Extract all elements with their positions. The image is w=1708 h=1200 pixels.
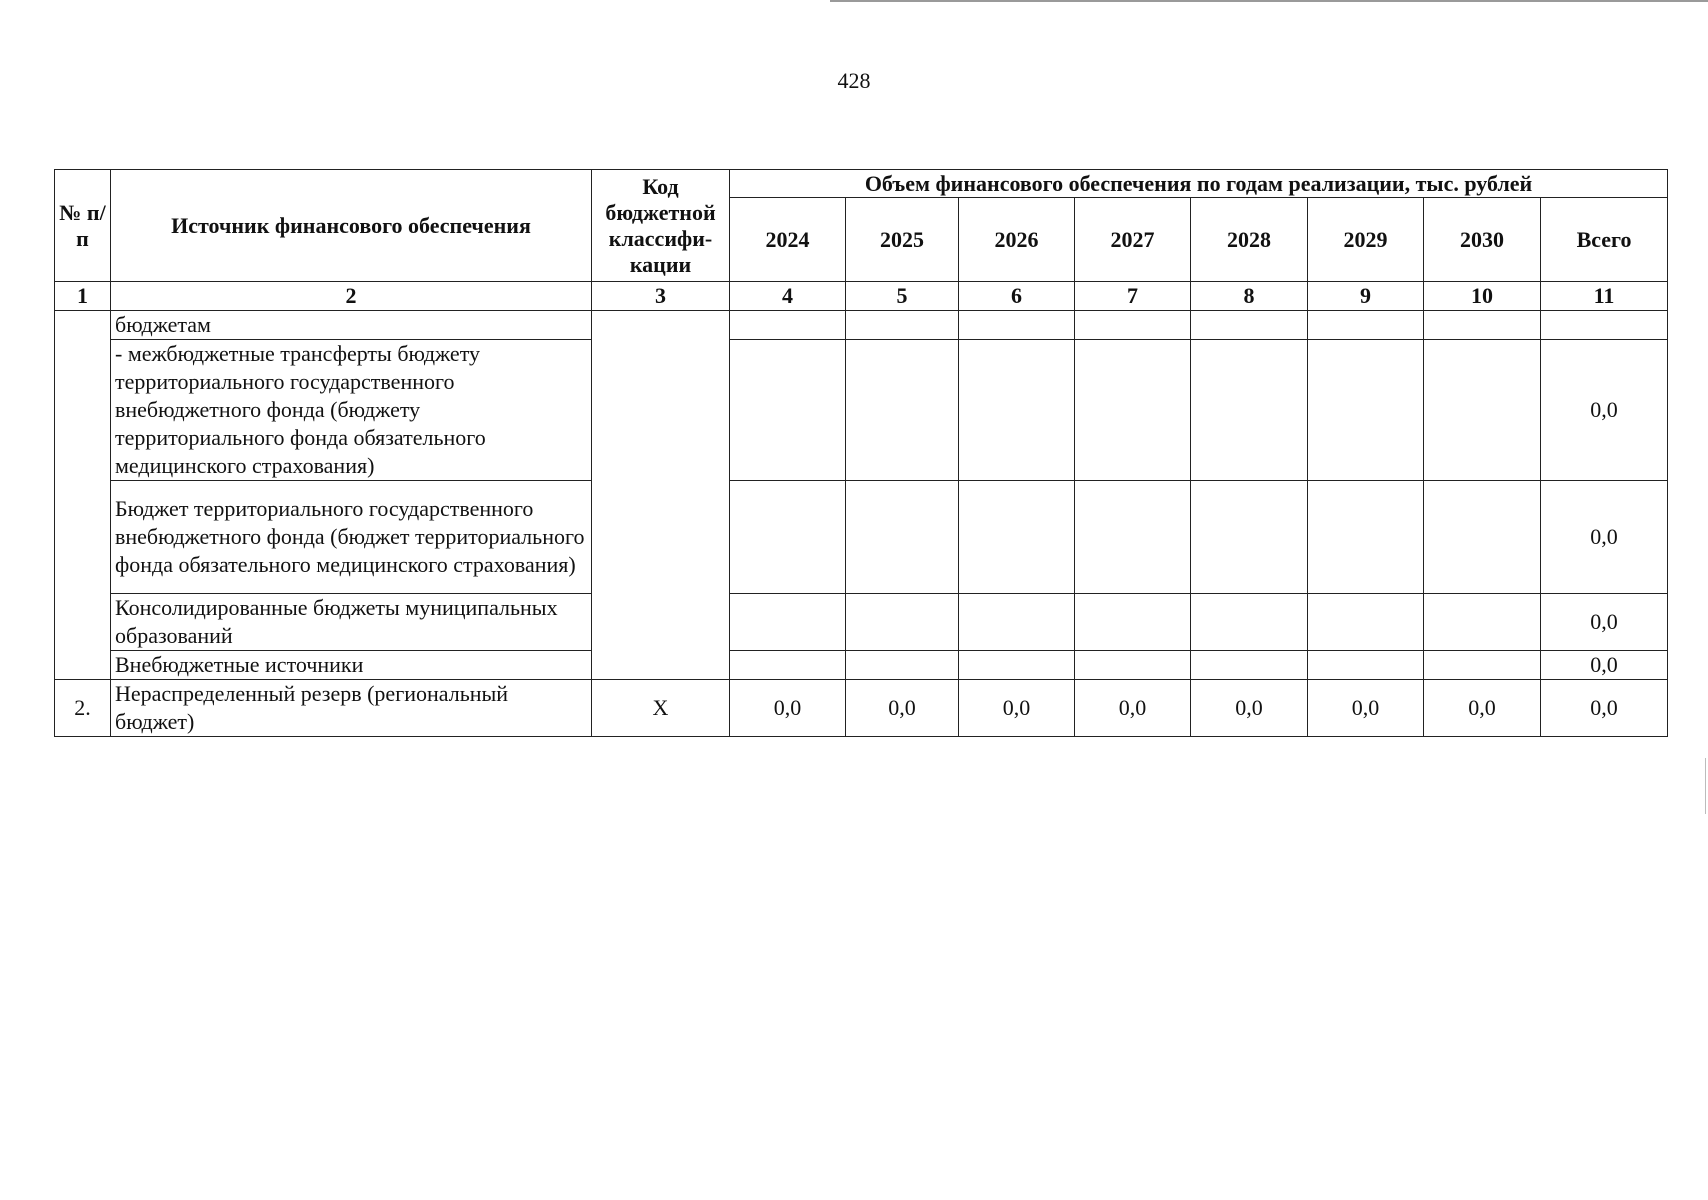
table-row — [55, 311, 1668, 340]
column-number: 8 — [1191, 282, 1308, 311]
row-value: 0,0 — [846, 680, 959, 737]
header-year: 2028 — [1191, 198, 1308, 282]
row-value: 0,0 — [1075, 680, 1191, 737]
column-number: 6 — [959, 282, 1075, 311]
row-value — [959, 481, 1075, 594]
header-num: № п/п — [55, 170, 111, 282]
header-total: Всего — [1541, 198, 1668, 282]
top-rule — [830, 0, 1708, 2]
row-value — [959, 340, 1075, 481]
row-value — [1308, 311, 1424, 340]
row-source: Консолидированные бюджеты муниципальных образований — [111, 594, 592, 651]
header-year: 2027 — [1075, 198, 1191, 282]
row-value — [1308, 481, 1424, 594]
row-value: 0,0 — [959, 680, 1075, 737]
row-total — [1541, 311, 1668, 340]
table-row — [55, 680, 1668, 737]
row-value — [1308, 594, 1424, 651]
table-row — [55, 594, 1668, 651]
header-code: Код бюджетной классифи-кации — [592, 170, 730, 282]
column-number: 2 — [111, 282, 592, 311]
table-row — [55, 481, 1668, 594]
row-value — [730, 594, 846, 651]
row-value — [846, 481, 959, 594]
column-number: 11 — [1541, 282, 1668, 311]
row-code: X — [592, 680, 730, 737]
row-value — [1424, 594, 1541, 651]
row-value: 0,0 — [1191, 680, 1308, 737]
row-value — [959, 311, 1075, 340]
column-number: 5 — [846, 282, 959, 311]
row-value — [846, 594, 959, 651]
header-year: 2025 — [846, 198, 959, 282]
row-value — [1191, 651, 1308, 680]
row-value — [846, 651, 959, 680]
row-value — [1075, 594, 1191, 651]
row-source: Внебюджетные источники — [111, 651, 592, 680]
row-value — [1191, 481, 1308, 594]
row-value — [1191, 311, 1308, 340]
column-number: 4 — [730, 282, 846, 311]
row-value: 0,0 — [730, 680, 846, 737]
row-num: 2. — [55, 680, 111, 737]
financing-table — [54, 169, 1668, 737]
row-value — [1424, 311, 1541, 340]
row-total: 0,0 — [1541, 594, 1668, 651]
row-value — [846, 340, 959, 481]
row-value — [959, 651, 1075, 680]
row-value — [1075, 340, 1191, 481]
row-value — [846, 311, 959, 340]
header-year: 2030 — [1424, 198, 1541, 282]
row-value — [1424, 340, 1541, 481]
row-value — [1308, 651, 1424, 680]
header-year: 2026 — [959, 198, 1075, 282]
row-value — [959, 594, 1075, 651]
row-value — [1308, 340, 1424, 481]
row-source: - межбюджетные трансферты бюджету территориального государственного внебюджетного фонда (бюджету территориального фонда обязательного медицинского страхования) — [111, 340, 592, 481]
row-total: 0,0 — [1541, 340, 1668, 481]
row-value: 0,0 — [1424, 680, 1541, 737]
row-code-cell — [592, 311, 730, 680]
header-source: Источник финансового обеспечения — [111, 170, 592, 282]
row-value — [1424, 481, 1541, 594]
row-value — [730, 311, 846, 340]
row-value — [1075, 481, 1191, 594]
header-year: 2029 — [1308, 198, 1424, 282]
row-value — [730, 481, 846, 594]
row-value — [1075, 311, 1191, 340]
column-number: 7 — [1075, 282, 1191, 311]
margin-mark — [1705, 758, 1706, 814]
column-number: 1 — [55, 282, 111, 311]
row-value — [730, 651, 846, 680]
column-number: 10 — [1424, 282, 1541, 311]
column-number: 3 — [592, 282, 730, 311]
table-row — [55, 651, 1668, 680]
header-volume: Объем финансового обеспечения по годам реализации, тыс. рублей — [730, 170, 1668, 198]
row-total: 0,0 — [1541, 680, 1668, 737]
row-value — [1075, 651, 1191, 680]
row-source: Нераспределенный резерв (региональный бюджет) — [111, 680, 592, 737]
row-num-cell — [55, 311, 111, 680]
row-value — [1191, 340, 1308, 481]
page-number: 428 — [837, 68, 871, 93]
header-year: 2024 — [730, 198, 846, 282]
row-source: бюджетам — [111, 311, 592, 340]
row-total: 0,0 — [1541, 481, 1668, 594]
row-value — [730, 340, 846, 481]
column-number: 9 — [1308, 282, 1424, 311]
row-value — [1424, 651, 1541, 680]
row-value: 0,0 — [1308, 680, 1424, 737]
row-total: 0,0 — [1541, 651, 1668, 680]
row-source: Бюджет территориального государственного внебюджетного фонда (бюджет территориального фонда обязательного медицинского страхования) — [111, 481, 592, 594]
table-row — [55, 340, 1668, 481]
row-value — [1191, 594, 1308, 651]
